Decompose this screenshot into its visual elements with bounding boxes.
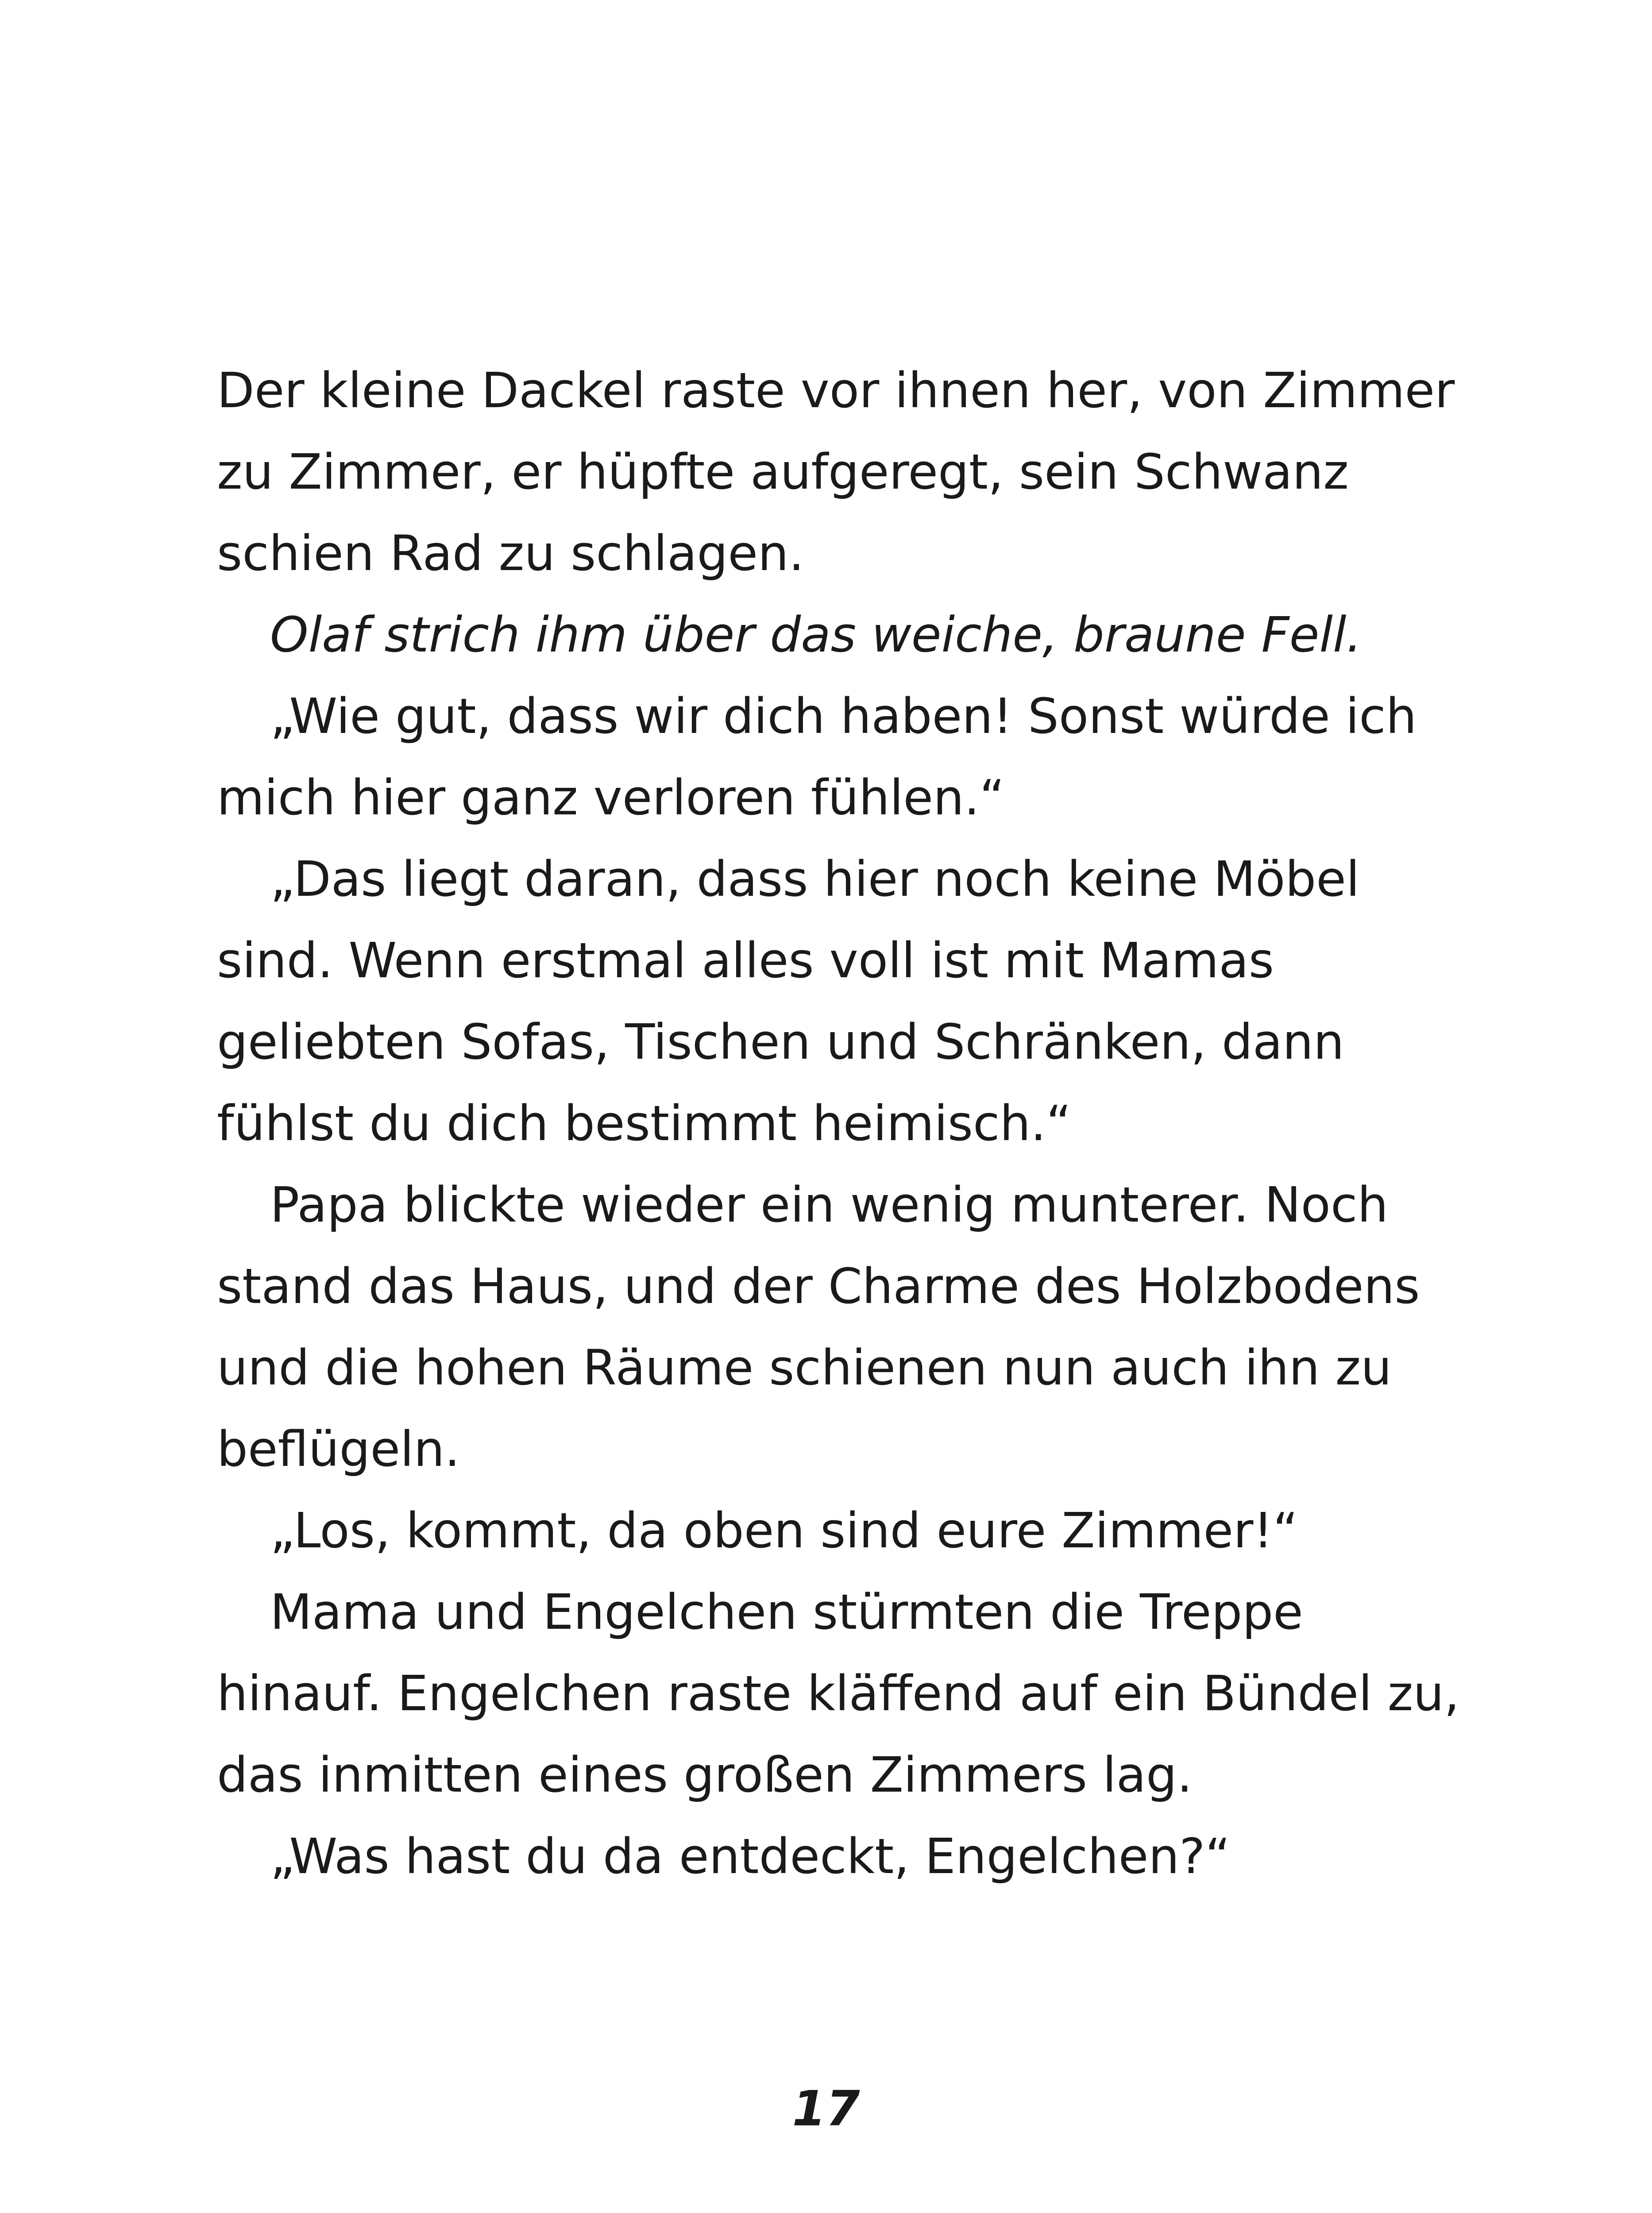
text-line: beflügeln.: [217, 1421, 460, 1477]
text-line: stand das Haus, und der Charme des Holzbodens: [217, 1258, 1420, 1315]
body-text: [217, 350, 1460, 1897]
text-line: „Los, kommt, da oben sind eure Zimmer!“: [270, 1502, 1298, 1559]
text-line: mich hier ganz verloren fühlen.“: [217, 769, 1005, 826]
text-line: und die hohen Räume schienen nun auch ihn zu: [217, 1339, 1392, 1396]
text-line: Der kleine Dackel raste vor ihnen her, von Zimmer: [217, 362, 1455, 419]
text-line: zu Zimmer, er hüpfte aufgeregt, sein Schwanz: [217, 443, 1349, 500]
text-line-italic: Olaf strich ihm über das weiche, braune Fell.: [270, 606, 1362, 663]
text-line: „Was hast du da entdeckt, Engelchen?“: [270, 1828, 1231, 1885]
text-line: geliebten Sofas, Tischen und Schränken, dann: [217, 1014, 1344, 1070]
text-line: Papa blickte wieder ein wenig munterer. Noch: [270, 1176, 1389, 1233]
text-line: das inmitten eines großen Zimmers lag.: [217, 1746, 1193, 1803]
text-line: Mama und Engelchen stürmten die Treppe: [270, 1584, 1303, 1640]
text-line: sind. Wenn erstmal alles voll ist mit Mamas: [217, 932, 1274, 989]
text-line: „Das liegt daran, dass hier noch keine Möbel: [270, 851, 1360, 907]
page-number: 17: [792, 2080, 860, 2137]
text-line: fühlst du dich bestimmt heimisch.“: [217, 1095, 1072, 1152]
text-line: schien Rad zu schlagen.: [217, 525, 804, 582]
text-line: hinauf. Engelchen raste kläffend auf ein Bündel zu,: [217, 1665, 1460, 1722]
text-line: „Wie gut, dass wir dich haben! Sonst würde ich: [270, 688, 1417, 744]
